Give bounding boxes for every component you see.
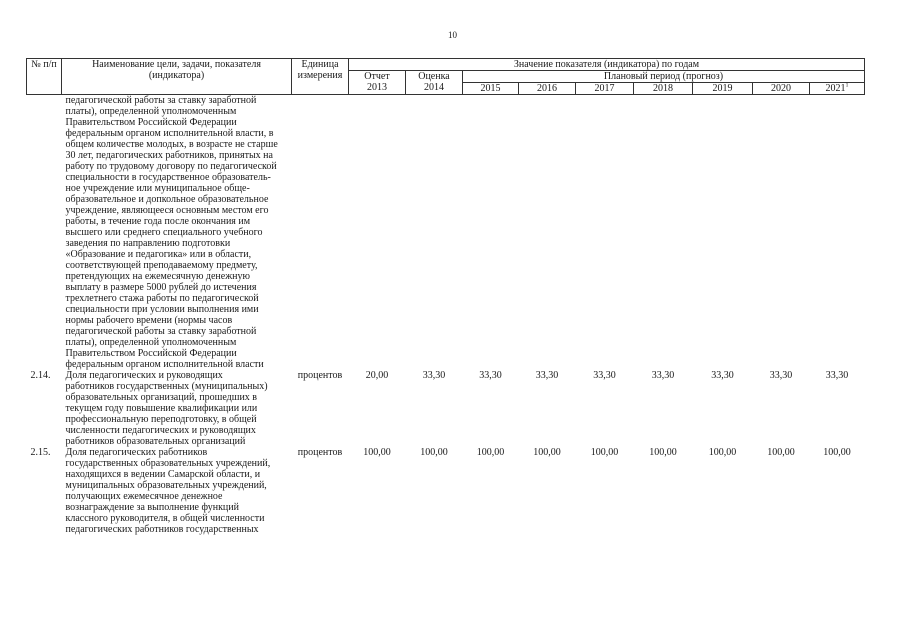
text-line: претендующих на ежемесячную денежную <box>65 271 250 282</box>
header-plan-group: Плановый период (прогноз) <box>463 71 865 83</box>
cell-unit: процентов <box>297 447 343 458</box>
text-line: получающих ежемесячное денежное <box>65 491 223 502</box>
text-line: работников государственных (муниципальных) <box>65 381 268 392</box>
cell-value: 33,30 <box>422 370 446 381</box>
indicator-table <box>26 58 865 535</box>
text-line: платы), определенной уполномоченным <box>65 337 237 348</box>
cell-value: 100,00 <box>476 447 505 458</box>
text-line: образовательное и допкольное образовательное <box>65 194 269 205</box>
text-line: профессиональную переподготовку, в общей <box>65 414 257 425</box>
cell-value: 33,30 <box>651 370 675 381</box>
cell-num: 2.15. <box>30 447 51 458</box>
text-line: специальности в государственное образователь- <box>65 172 271 183</box>
cell-value: 100,00 <box>590 447 619 458</box>
text-line: ное учреждение или муниципальное обще- <box>65 183 250 194</box>
page-number: 10 <box>448 30 457 40</box>
text-line: находящихся в ведении Самарской области, и <box>65 469 261 480</box>
cell-value: 100,00 <box>363 447 391 458</box>
header-estimate-line: Оценка <box>418 71 450 82</box>
text-line: выплату в размере 5000 рублей до истечения <box>65 282 257 293</box>
header-unit-line: Единица <box>301 59 339 70</box>
table-row-continuation <box>27 95 865 371</box>
text-line: образовательных организаций, прошедших в <box>65 392 258 403</box>
cell-value: 33,30 <box>769 370 793 381</box>
text-line: численности педагогических и руководящих <box>65 425 256 436</box>
text-line: работы, в течение года после окончания им <box>65 216 251 227</box>
text-line: общем количестве молодых, в возрасте не старше <box>65 139 278 150</box>
text-line: платы), определенной уполномоченным <box>65 106 237 117</box>
text-line: Правительством Российской Федерации <box>65 348 237 359</box>
text-line: педагогической работы за ставку заработной <box>65 95 257 106</box>
header-name <box>62 59 292 95</box>
header-unit <box>292 59 349 95</box>
text-line: нормы рабочего времени (нормы часов <box>65 315 233 326</box>
text-line: Доля педагогических работников <box>65 447 208 458</box>
header-year: 2016 <box>519 83 576 95</box>
footnote-mark: 1 <box>845 82 849 89</box>
cell-unit: процентов <box>297 370 343 381</box>
header-year: 2017 <box>576 83 634 95</box>
cell-value: 33,30 <box>535 370 559 381</box>
text-line: трехлетнего стажа работы по педагогической <box>65 293 259 304</box>
header-estimate-line: 2014 <box>424 82 444 93</box>
cell-value: 33,30 <box>711 370 734 381</box>
text-line: педагогической работы за ставку заработной <box>65 326 257 337</box>
text-line: Доля педагогических и руководящих <box>65 370 223 381</box>
text-line: высшего или среднего специального учебного <box>65 227 263 238</box>
cell-value: 100,00 <box>533 447 561 458</box>
cell-value: 100,00 <box>420 447 448 458</box>
text-line: соответствующей преподаваемому предмету, <box>65 260 258 271</box>
header-year: 2015 <box>463 83 519 95</box>
cell-value: 100,00 <box>767 447 795 458</box>
header-year: 2020 <box>753 83 810 95</box>
text-line: 30 лет, педагогических работников, принятых на <box>65 150 273 161</box>
cell-value: 100,00 <box>708 447 737 458</box>
header-name-line: (индикатора) <box>148 70 205 81</box>
cell-empty <box>292 95 865 371</box>
cell-value: 33,30 <box>479 370 502 381</box>
header-year <box>810 83 865 95</box>
text-line: текущем году повышение квалификации или <box>65 403 258 414</box>
text-line: федеральным органом исполнительной власти, в <box>65 128 274 139</box>
header-report-line: Отчет <box>364 71 390 82</box>
header-year: 2018 <box>634 83 693 95</box>
text-line: заведения по направлению подготовки <box>65 238 231 249</box>
text-line: федеральным органом исполнительной власти <box>65 359 264 370</box>
cell-value: 33,30 <box>593 370 616 381</box>
table-row <box>27 447 865 535</box>
header-value-group: Значение показателя (индикатора) по годам <box>349 59 865 71</box>
cell-name <box>62 447 292 535</box>
cell-value: 20,00 <box>365 370 389 381</box>
header-report <box>349 71 406 95</box>
cell-value: 33,30 <box>825 370 849 381</box>
cell-value: 100,00 <box>823 447 851 458</box>
text-line: государственных образовательных учреждений, <box>65 458 271 469</box>
text-line: работников образовательных организаций <box>65 436 246 447</box>
table-row <box>27 370 865 447</box>
header-year: 2019 <box>693 83 753 95</box>
text-line: классного руководителя, в общей численности <box>65 513 265 524</box>
text-line: специальности при условии выполнения ими <box>65 304 259 315</box>
cell-name-continuation <box>62 95 292 371</box>
text-line: педагогических работников государственных <box>65 524 259 535</box>
text-line: Правительством Российской Федерации <box>65 117 237 128</box>
text-line: учреждение, являющееся основным местом его <box>65 205 269 216</box>
text-line: работу по трудовому договору по педагогической <box>65 161 277 172</box>
text-line: муниципальных образовательных учреждений, <box>65 480 267 491</box>
header-estimate <box>406 71 463 95</box>
cell-value: 100,00 <box>649 447 677 458</box>
header-year-2021: 2021 <box>825 83 846 94</box>
header-num: № п/п <box>27 59 62 95</box>
header-unit-line: измерения <box>297 70 343 81</box>
header-name-line: Наименование цели, задачи, показателя <box>92 59 261 70</box>
table-header <box>27 59 865 95</box>
cell-num: 2.14. <box>30 370 51 381</box>
text-line: «Образование и педагогика» или в области, <box>65 249 252 260</box>
cell-num <box>27 95 62 371</box>
header-report-line: 2013 <box>367 82 387 93</box>
text-line: вознаграждение за выполнение функций <box>65 502 239 513</box>
cell-name <box>62 370 292 447</box>
